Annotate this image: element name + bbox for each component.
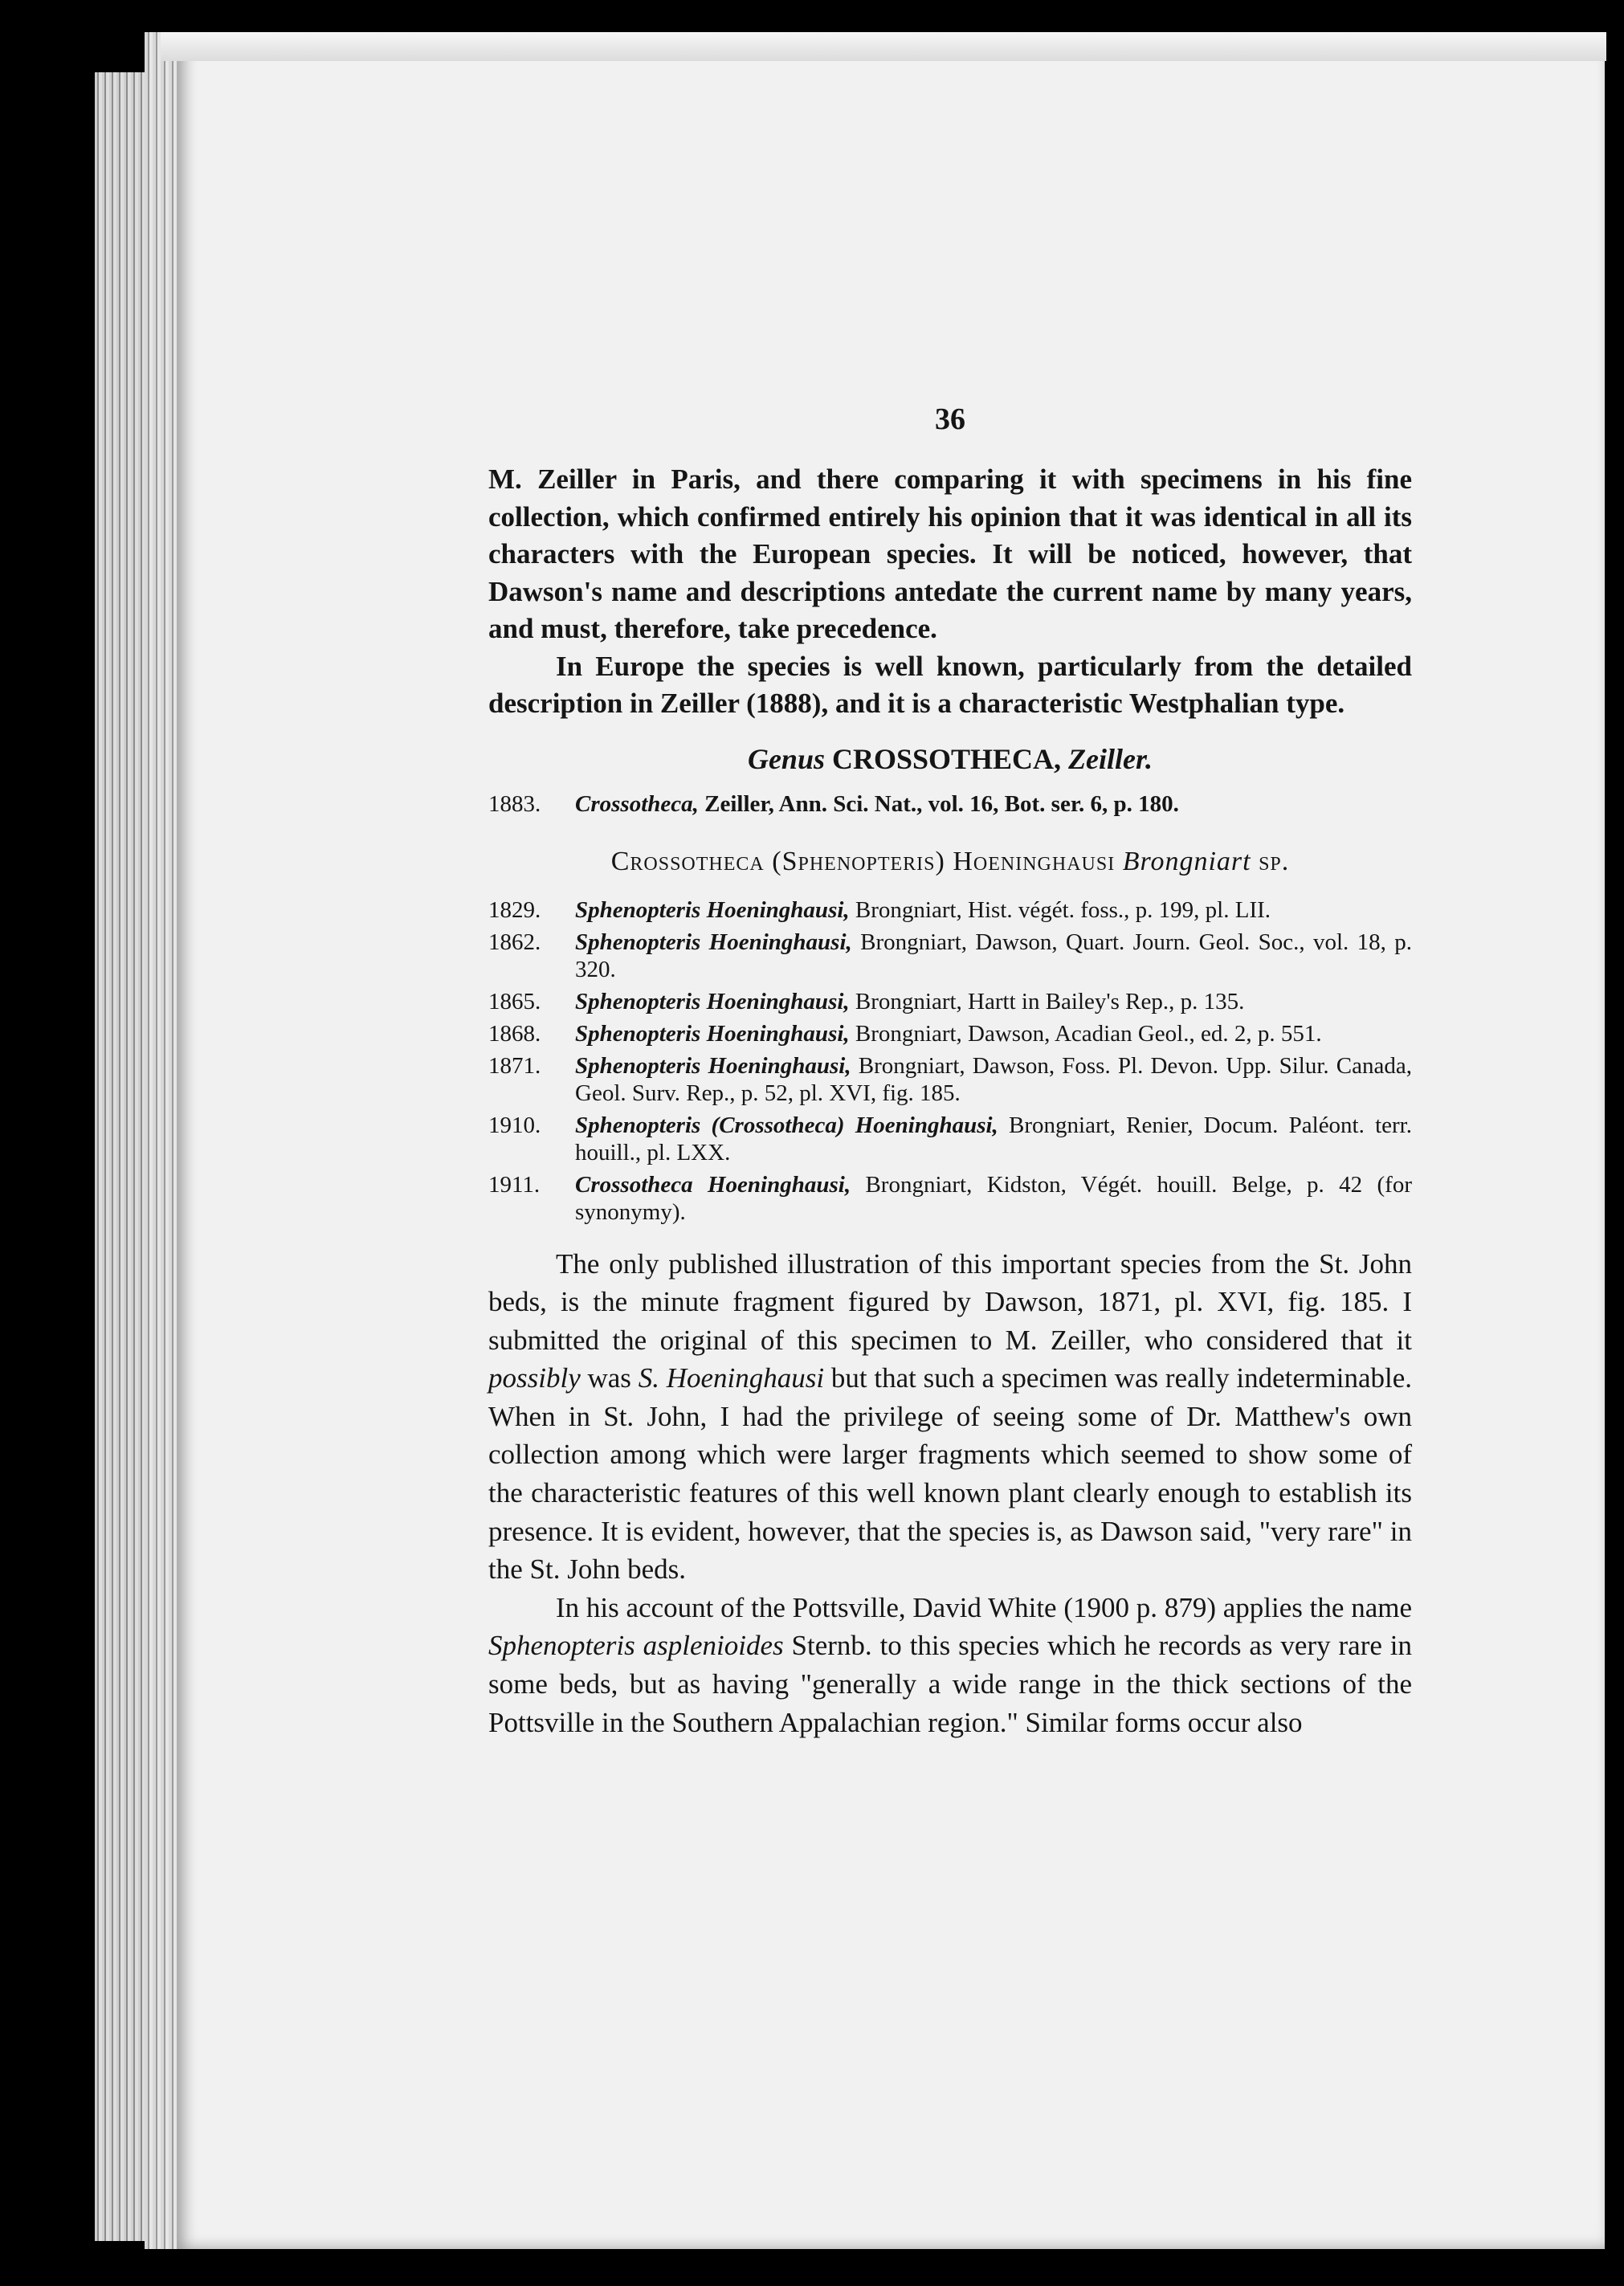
ref-taxon: Sphenopteris Hoeninghausi,: [575, 929, 852, 955]
ref-year: 1871.: [488, 1052, 541, 1079]
ref-taxon: Sphenopteris (Crossotheca) Hoeninghausi,: [575, 1112, 998, 1138]
ref-year: 1865.: [488, 988, 541, 1014]
text-span: The only published illustration of this important species from the St. John beds, is the minute fragment figured by Dawson, 1871, pl. XVI, fig. 185. I submitted the original of this specimen to M. Zeiller, who considered that it: [488, 1247, 1412, 1356]
species-name: Crossotheca (Sphenopteris) Hoeninghausi: [610, 846, 1116, 876]
paragraph-continued: M. Zeiller in Paris, and there comparing it with specimens in his fine collection, which confirmed entirely his opinion that it was identical in all its characters with the European species. It will be noticed, however, that Dawson's name and descriptions antedate the current name by many years, and must, therefore, take precedence.: [488, 463, 1412, 644]
synonymy-entry: [488, 896, 1412, 924]
ref-taxon: Crossotheca,: [575, 790, 699, 817]
paragraph-pottsville: [488, 1589, 1412, 1741]
ref-citation: Brongniart, Renier, Docum. Paléont. terr. houill., pl. LXX.: [575, 1112, 1412, 1165]
italic-span: Sphenopteris asplenioides: [488, 1630, 784, 1662]
italic-span: S. Hoeninghausi: [638, 1362, 825, 1394]
ref-year: 1911.: [488, 1171, 541, 1198]
synonymy-list: [488, 896, 1412, 1226]
text-span: but that such a specimen was really indeterminable. When in St. John, I had the privilege of seeing some of Dr. Matthew's own collection among which were larger fragments which seemed to show some of the characteristic features of this well known plant clearly enough to establish its presence. It is evident, however, that the species is, as Dawson said, "very rare" in the St. John beds.: [488, 1362, 1413, 1586]
ref-citation: Brongniart, Hartt in Bailey's Rep., p. 135.: [855, 988, 1245, 1014]
italic-span: possibly: [488, 1362, 581, 1394]
ref-year: 1868.: [488, 1020, 541, 1047]
page-number: 36: [935, 402, 965, 436]
ref-taxon: Crossotheca Hoeninghausi,: [575, 1171, 851, 1198]
ref-year: 1910.: [488, 1112, 541, 1138]
ref-taxon: Sphenopteris Hoeninghausi,: [575, 1020, 850, 1047]
ref-citation: Brongniart, Dawson, Foss. Pl. Devon. Upp. Silur. Canada, Geol. Surv. Rep., p. 52, pl. XVI, fig. 185.: [575, 1052, 1413, 1106]
paragraph-europe: In Europe the species is well known, particularly from the detailed description in Zeiller (1888), and it is a characteristic Westphalian type.: [488, 650, 1412, 719]
paragraph-illustration: [488, 1245, 1412, 1589]
synonymy-entry: [488, 929, 1412, 983]
synonymy-entry: [488, 1171, 1412, 1226]
species-heading: [488, 847, 1412, 877]
genus-prefix: Genus: [747, 742, 825, 775]
ref-taxon: Sphenopteris Hoeninghausi,: [575, 896, 850, 923]
genus-heading: [488, 742, 1412, 776]
ref-citation: Brongniart, Dawson, Quart. Journ. Geol. Soc., vol. 18, p. 320.: [575, 929, 1413, 982]
genus-reference: [488, 790, 1412, 818]
species-suffix: sp.: [1259, 846, 1290, 876]
text-span: In his account of the Pottsville, David White (1900 p. 879) applies the name: [556, 1591, 1412, 1623]
ref-citation: Zeiller, Ann. Sci. Nat., vol. 16, Bot. ser. 6, p. 180.: [704, 790, 1179, 817]
ref-citation: Brongniart, Hist. végét. foss., p. 199, pl. LII.: [855, 896, 1271, 923]
genus-name: CROSSOTHECA,: [831, 742, 1062, 775]
ref-year: 1862.: [488, 929, 541, 955]
species-author: Brongniart: [1122, 846, 1251, 876]
synonymy-entry: [488, 1052, 1412, 1107]
ref-citation: Brongniart, Kidston, Végét. houill. Belge, p. 42 (for synonymy).: [575, 1171, 1412, 1225]
page-content: [488, 402, 1412, 1741]
genus-author: Zeiller.: [1068, 742, 1153, 775]
text-span: Sternb. to this species which he records as very rare in some beds, but as having "generally a wide range in the thick sections of the Pottsville in the Southern Appalachian region." Similar forms occur also: [488, 1630, 1413, 1738]
ref-citation: Brongniart, Dawson, Acadian Geol., ed. 2, p. 551.: [855, 1020, 1322, 1047]
synonymy-entry: [488, 1020, 1412, 1047]
page-top-edge: [161, 32, 1606, 61]
ref-taxon: Sphenopteris Hoeninghausi,: [575, 988, 850, 1014]
synonymy-entry: [488, 988, 1412, 1015]
synonymy-entry: [488, 1112, 1412, 1166]
ref-year: 1829.: [488, 896, 541, 923]
ref-year: 1883.: [488, 790, 541, 817]
text-span: was: [587, 1362, 631, 1394]
book-edge-left: [95, 72, 148, 2241]
ref-taxon: Sphenopteris Hoeninghausi,: [575, 1052, 851, 1079]
